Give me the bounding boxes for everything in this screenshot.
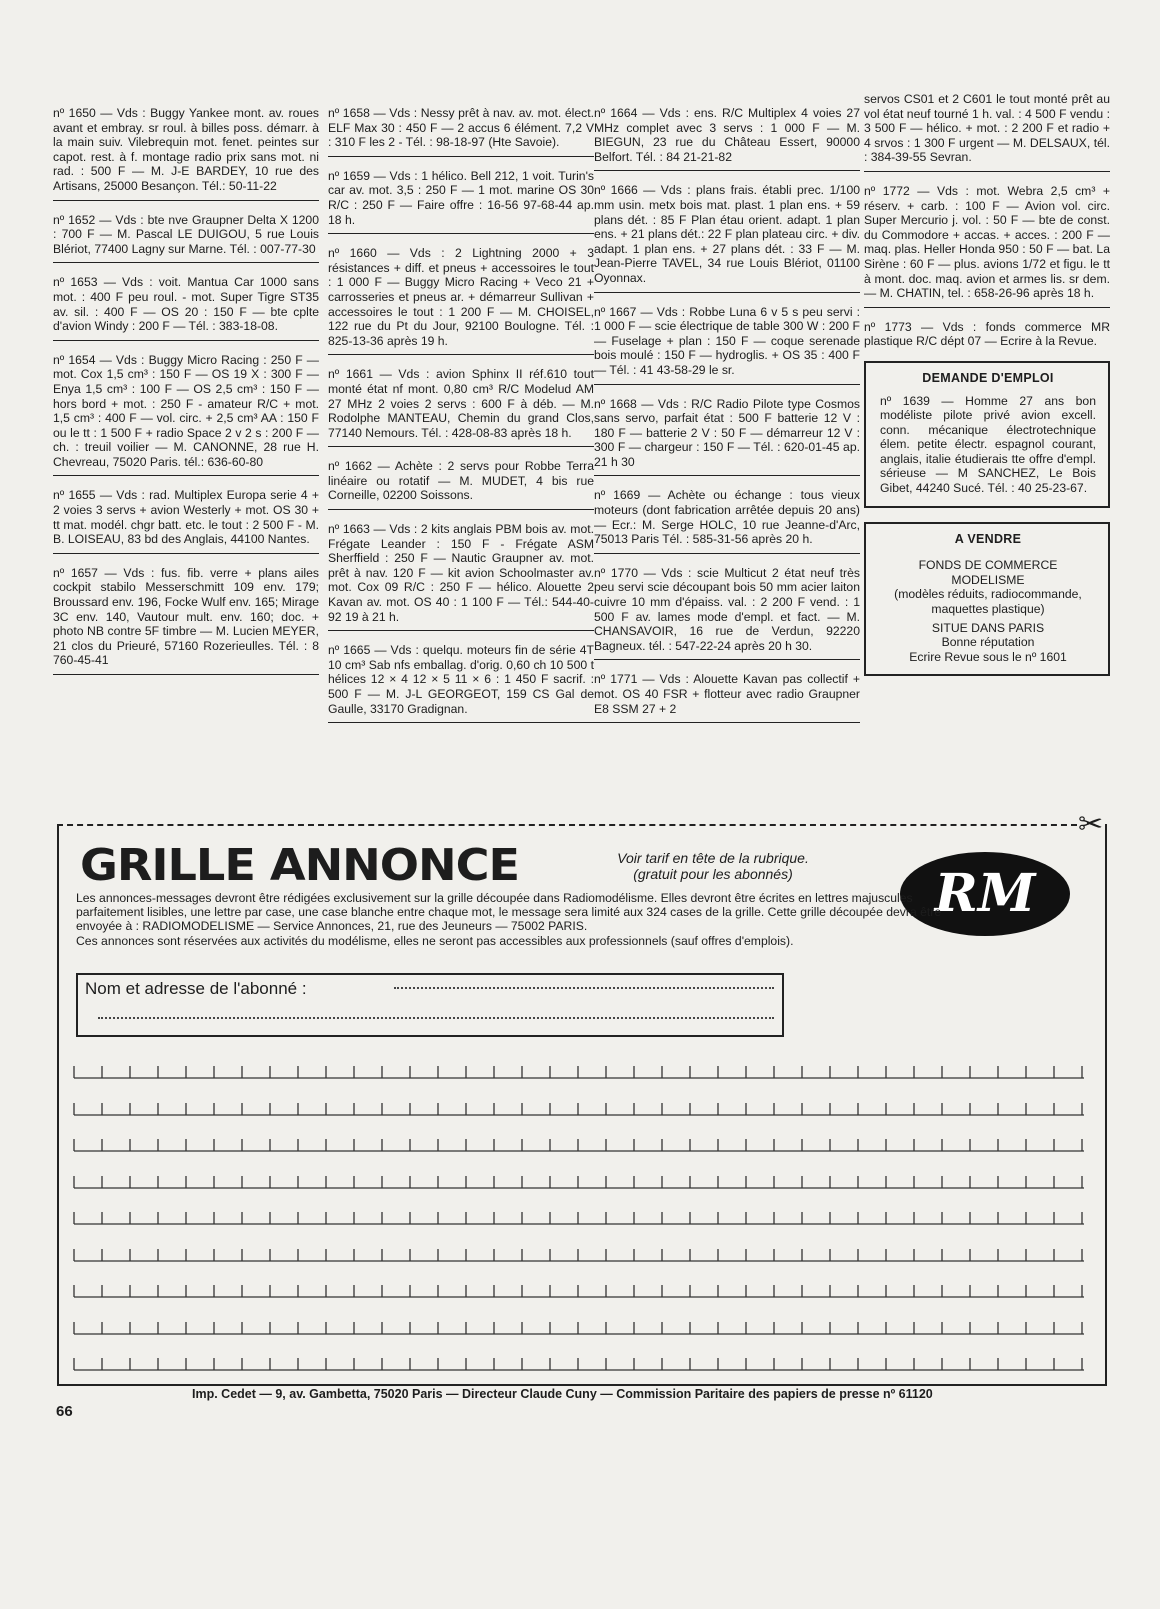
grid-row[interactable] (72, 1247, 1090, 1284)
tarif-note (583, 850, 843, 882)
imprint-footer: Imp. Cedet — 9, av. Gambetta, 75020 Paris — Directeur Claude Cuny — Commission Paritaire des papiers de presse nº 61120 (192, 1387, 933, 1401)
classified-ad: nº 1669 — Achète ou échange : tous vieux moteurs (dont fabrication arrêtée depuis 20 ans) — Ecr.: M. Serge HOLC, 10 rue Jeanne-d'Arc, 75013 Paris Tél. : 585-31-56 après 20 h. (594, 484, 860, 553)
job-request-title: DEMANDE D'EMPLOI (922, 370, 1054, 385)
classified-ad: nº 1667 — Vds : Robbe Luna 6 v 5 s peu servi : 1 000 F — scie électrique de table 300 W : 200 F — Fuselage + plan : 150 F — coque serenade bois moulé : 150 F — hydroglis. + OS 35 : 400 F — Tél. : 41 43-58-29 le sr. (594, 301, 860, 385)
classified-ad: nº 1665 — Vds : quelqu. moteurs fin de série 4T 10 cm³ Sab nfs emballag. d'orig. 0,60 ch 10 500 t hélices 12 × 4 12 × 5 11 × 6 : 1 450 F sacrif. : 500 F — M. J-L GEORGEOT, 159 CS Gal de Gaulle, 33170 Gradignan. (328, 639, 594, 723)
subscriber-name-address-field[interactable] (76, 973, 784, 1037)
for-sale-line: (modèles réduits, radiocommande, maquettes plastique) (894, 587, 1082, 617)
for-sale-box (864, 522, 1110, 677)
instructions-text: Ces annonces sont réservées aux activités du modélisme, elles ne seront pas accessibles aux professionnels (sauf offres d'emplois). (76, 933, 794, 948)
classified-ad: nº 1660 — Vds : 2 Lightning 2000 + 3 résistances + diff. et pneus + accessoires le tout : 1 000 F — Buggy Micro Racing + Veco 21 + carrosseries et pneus ar. + démarreur Sullivan + accessoires le tout : 1 200 F — M. CHOISEL, 122 rue du Pt du Jour, 92100 Boulogne. Tél. : 825-13-36 après 19 h. (328, 242, 594, 355)
form-title: GRILLE ANNONCE (80, 840, 519, 891)
classified-ad: nº 1663 — Vds : 2 kits anglais PBM bois av. mot. Frégate Leander : 150 F - Frégate ASM Sherffield : 250 F — Nautic Graupner av. mot. prêt à nav. 120 F — kit avion Schoolmaster av. mot. Cox 09 R/C : 250 F — hélico. Alouette 2 Kavan av. mot. OS 40 : 1 100 F — Tél.: 544-40-92 19 à 21 h. (328, 518, 594, 631)
letter-grid[interactable] (72, 1064, 1090, 1393)
grid-row[interactable] (72, 1320, 1090, 1357)
rm-logo: RM (900, 852, 1070, 936)
grid-row[interactable] (72, 1064, 1090, 1101)
tarif-line: (gratuit pour les abonnés) (633, 866, 793, 882)
classified-ad: nº 1658 — Vds : Nessy prêt à nav. av. mot. élect. ELF Max 30 : 450 F — 2 accus 6 élément. 7,2 V : 310 F les 2 - Tél. : 98-18-97 (Hte Savoie). (328, 102, 594, 157)
classified-ad: nº 1662 — Achète : 2 servs pour Robbe Terra linéaire ou rotatif — M. MUDET, 4 bis rue Corneille, 02200 Soissons. (328, 455, 594, 510)
classified-ad: nº 1666 — Vds : plans frais. établi prec. 1/100 mm usin. metx bois mat. plast. 1 plan ens. + 59 plans dét. : 85 F Plan étau orient. adapt. 1 plan ens. + 21 plans dét.: 22 F plan plateau circ. + div. adapt. 1 plan ens. + 27 plans dét. : 33 F — M. Jean-Pierre TAVEL, 34 rue Louis Blériot, 01100 Oyonnax. (594, 179, 860, 292)
grid-row[interactable] (72, 1101, 1090, 1138)
for-sale-line: Bonne réputation (941, 635, 1035, 650)
classified-ad: nº 1654 — Vds : Buggy Micro Racing : 250 F — mot. Cox 1,5 cm³ : 150 F — OS 19 X : 300 F — Enya 1,5 cm³ : 100 F — OS 2,5 cm³ : 150 F — hors bord + mot. : 250 F - amateur R/C + mot. 1,5 cm³ : 400 F — vol. circ. + 2,5 cm³ AA : 150 F ou le tt : 1 500 F + radio Space 2 v 2 s : 200 F — ch. : treuil voilier — M. CANONNE, 28 rue H. Chevreau, 75020 Paris. tél.: 636-60-80 (53, 349, 319, 477)
scissors-icon: ✂ (1078, 808, 1104, 841)
classified-ad: servos CS01 et 2 C601 le tout monté prêt au vol état neuf tourné 1 h. val. : 4 500 F vendu : 3 500 F — hélico. + mot. : 2 200 F et radio + 4 srvos : 1 300 F urgent — M. DELSAUX, tél. : 384-39-55 Sevran. (864, 88, 1110, 172)
ads-column-3 (594, 102, 860, 731)
classified-ad: nº 1661 — Vds : avion Sphinx II réf.610 tout monté état nf mont. 0,80 cm³ R/C Modelud AM 27 MHz 2 voies 2 servs : 600 F à déb. — M. Rodolphe MANTEAU, Chemin du grand Clos, 77140 Nemours. Tél. : 428-08-83 après 18 h. (328, 363, 594, 447)
classified-ad: nº 1650 — Vds : Buggy Yankee mont. av. roues avant et embray. sr roul. à billes poss. démarr. à la main suiv. Vilebrequin mot. fenet. peintes sur capot. rest. à f. montage radio prix sans mot. ni rad. : 500 F — M. J-E BARDEY, 10 rue des Artisans, 25000 Besançon. Tél.: 50-11-22 (53, 102, 319, 201)
page-number: 66 (56, 1403, 73, 1420)
classified-ad: nº 1771 — Vds : Alouette Kavan pas collectif + mot. OS 40 FSR + flotteur avec radio Graupner E8 SSM 27 + 2 (594, 668, 860, 723)
classified-ad: nº 1664 — Vds : ens. R/C Multiplex 4 voies 27 MHz complet avec 3 servs : 1 000 F — M. BIEGUN, 23 rue du Château Essert, 90000 Belfort. Tél. : 84 21-21-82 (594, 102, 860, 171)
form-instructions (76, 891, 966, 948)
classified-ad: nº 1772 — Vds : mot. Webra 2,5 cm³ + réserv. + carb. : 100 F — Avion vol. circ. Super Mercurio j. vol. : 50 F — bte de const. du Commodore + accas. + acces. : 200 F — maq. plas. Heller Honda 950 : 50 F — bat. La Sirène : 60 F — plus. avions 1/72 et figu. le tt à mont. doc. maq. avion et armes lis. sr dem. — M. CHATIN, tel. : 658-26-96 après 18 h. (864, 180, 1110, 308)
classified-ad: nº 1657 — Vds : fus. fib. verre + plans ailes cockpit stabilo Messerschmitt 109 env. 179; Broussard env. 196, Focke Wulf env. 165; Mirage 3C env. 140, Vautour mult. env. 160; doc. + photo NB contre 5F timbre — M. Lucien MEYER, 21 clos du Prieuré, 57160 Rozerieulles. Tél. : 8 760-45-41 (53, 562, 319, 675)
ads-column-1 (53, 102, 319, 683)
classified-ad: nº 1655 — Vds : rad. Multiplex Europa serie 4 + 2 voies 3 servs + avion Westerly + mot. OS 30 + tt mat. modél. chgr batt. etc. le tout : 2 500 F - M. B. LOISEAU, 83 bd des Anglais, 44100 Nantes. (53, 484, 319, 553)
grid-row[interactable] (72, 1283, 1090, 1320)
classified-ad: nº 1659 — Vds : 1 hélico. Bell 212, 1 voit. Turin's car av. mot. 3,5 : 250 F — 1 mot. marine OS 30 R/C : 250 F — Faire offre : 16-56 97-68-44 ap. 18 h. (328, 165, 594, 234)
grid-row[interactable] (72, 1174, 1090, 1211)
job-request-text: nº 1639 — Homme 27 ans bon modéliste pilote privé avion excell. conn. mécanique électrotechnique élem. petite électr. espagnol courant, anglais, italie étudierais tte offre d'empl. sérieuse — M SANCHEZ, Le Bois Gibet, 44240 Sucé. Tél. : 40 25-23-67. (880, 393, 1096, 496)
classified-ad: nº 1653 — Vds : voit. Mantua Car 1000 sans mot. : 400 F peu roul. - mot. Super Tigre ST35 av. sil. : 400 F — OS 20 : 150 F — bte cplte d'avion Windy : 200 F — Tél. : 383-18-08. (53, 271, 319, 340)
classified-ad: nº 1773 — Vds : fonds commerce MR plastique R/C dépt 07 — Ecrire à la Revue. (864, 319, 1110, 349)
for-sale-line: SITUE DANS PARIS (931, 620, 1045, 635)
for-sale-title: A VENDRE (954, 531, 1022, 546)
for-sale-line: MODELISME (951, 572, 1025, 587)
dotted-line (394, 987, 774, 989)
ads-column-2 (328, 102, 594, 731)
name-address-label: Nom et adresse de l'abonné : (85, 979, 307, 998)
grid-row[interactable] (72, 1210, 1090, 1247)
instructions-text: Les annonces-messages devront être rédigées exclusivement sur la grille découpée dans Radiomodélisme. Elles devront être écrites en lettres majuscules parfaitement lisibles, une lettre par case, une case blanche entre chaque mot, le message sera limité aux 324 cases de la grille. Cette grille découpée devra être envoyée à : RADIOMODELISME — Service Annonces, 21, rue des Jeuneurs — 75002 PARIS. (76, 891, 942, 934)
dotted-line (98, 1017, 774, 1019)
ads-column-4 (864, 88, 1110, 676)
tarif-line: Voir tarif en tête de la rubrique. (617, 850, 809, 866)
classified-ad: nº 1652 — Vds : bte nve Graupner Delta X 1200 : 700 F — M. Pascal LE DUIGOU, 5 rue Louis Blériot, 77400 Lagny sur Marne. Tél. : 007-77-30 (53, 209, 319, 264)
for-sale-line: FONDS DE COMMERCE (918, 558, 1058, 573)
job-request-box (864, 361, 1110, 508)
for-sale-line: Ecrire Revue sous le nº 1601 (909, 649, 1067, 664)
classified-ad: nº 1668 — Vds : R/C Radio Pilote type Cosmos sans servo, parfait état : 500 F batterie 12 V : 180 F — batterie 2 V : 50 F — démarreur 12 V : 300 F — chargeur : 150 F — Tél. : 620-01-45 ap. 21 h 30 (594, 393, 860, 477)
classified-ad: nº 1770 — Vds : scie Multicut 2 état neuf très peu servi scie découpant bois 50 mm acier laiton cuivre 10 mm d'épaiss. val. : 2 200 F vend. : 1 500 F av. lames mode d'empl. et fact. — M. CHANSAVOIR, 16 rue de Verdun, 92220 Bagneux. tél. : 547-22-24 après 20 h 30. (594, 562, 860, 661)
grid-row[interactable] (72, 1137, 1090, 1174)
